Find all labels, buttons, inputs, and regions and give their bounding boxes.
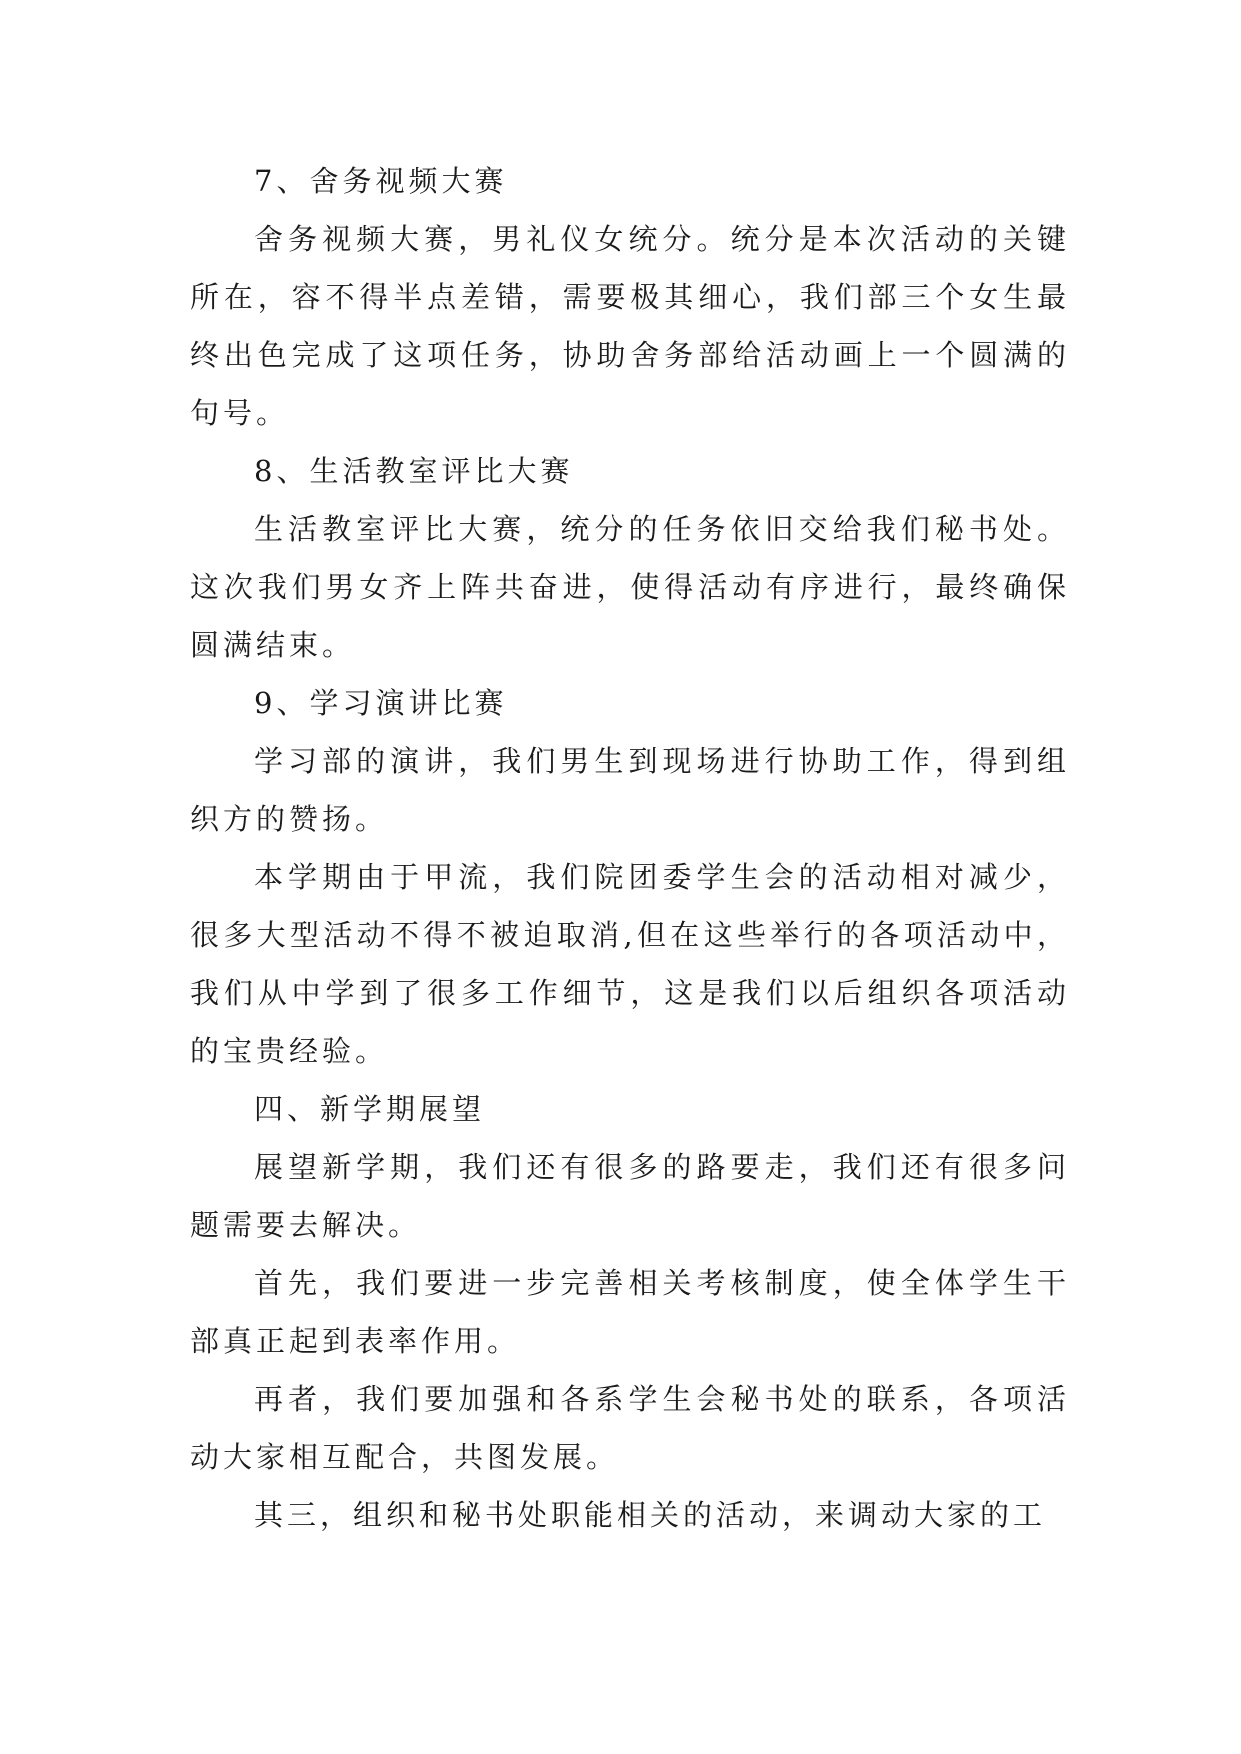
section-heading-classroom-contest: 8、生活教室评比大赛	[254, 454, 574, 488]
paragraph-outlook-intro: 展望新学期，我们还有很多的路要走，我们还有很多问题需要去解决。	[190, 1150, 1070, 1242]
paragraph-classroom-contest: 生活教室评比大赛，统分的任务依旧交给我们秘书处。这次我们男女齐上阵共奋进，使得活动有序进行，最终确保圆满结束。	[190, 512, 1070, 662]
section-heading-dorm-video-contest: 7、舍务视频大赛	[254, 164, 508, 198]
paragraph-dorm-video-contest: 舍务视频大赛，男礼仪女统分。统分是本次活动的关键所在，容不得半点差错，需要极其细心，我们部三个女生最终出色完成了这项任务，协助舍务部给活动画上一个圆满的句号。	[190, 222, 1070, 430]
section-heading-new-semester-outlook: 四、新学期展望	[254, 1092, 486, 1126]
paragraph-speech-contest: 学习部的演讲，我们男生到现场进行协助工作，得到组织方的赞扬。	[190, 744, 1070, 836]
paragraph-outlook-second: 再者，我们要加强和各系学生会秘书处的联系，各项活动大家相互配合，共图发展。	[190, 1382, 1070, 1474]
paragraph-outlook-first: 首先，我们要进一步完善相关考核制度，使全体学生干部真正起到表率作用。	[190, 1266, 1070, 1358]
document-body	[190, 152, 1070, 1544]
paragraph-semester-summary: 本学期由于甲流，我们院团委学生会的活动相对减少，很多大型活动不得不被迫取消,但在这些举行的各项活动中，我们从中学到了很多工作细节，这是我们以后组织各项活动的宝贵经验。	[190, 860, 1070, 1068]
paragraph-outlook-third: 其三，组织和秘书处职能相关的活动，来调动大家的工	[254, 1498, 1047, 1532]
section-heading-speech-contest: 9、学习演讲比赛	[254, 686, 508, 720]
